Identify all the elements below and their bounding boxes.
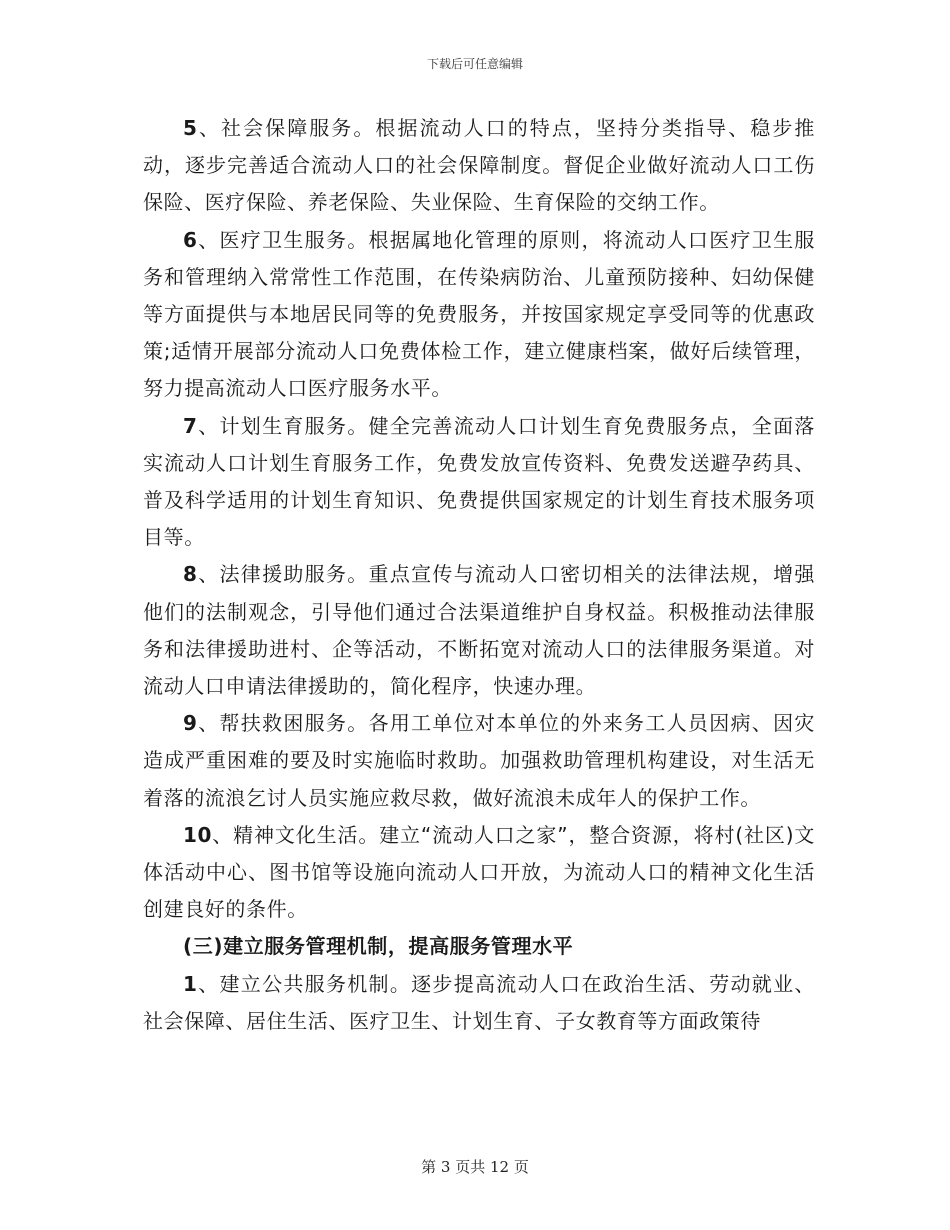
item-number: 6: [183, 227, 198, 252]
item-number: 10: [183, 822, 213, 847]
paragraph-item-6: [143, 222, 815, 408]
paragraph-text: 、建立公共服务机制。逐步提高流动人口在政治生活、劳动就业、社会保障、居住生活、医疗卫生、计划生育、子女教育等方面政策待: [143, 971, 815, 1033]
paragraph-item-5: [143, 110, 815, 222]
paragraph-item-10: [143, 817, 815, 929]
paragraph-text: 、帮扶救困服务。各用工单位对本单位的外来务工人员因病、因灾造成严重困难的要及时实施临时救助。加强救助管理机构建设，对生活无着落的流浪乞讨人员实施应救尽救，做好流浪未成年人的保护工作。: [143, 711, 815, 810]
item-number: 7: [183, 413, 198, 438]
item-number: 1: [183, 971, 198, 996]
paragraph-item-7: [143, 408, 815, 557]
section-heading: (三)建立服务管理机制，提高服务管理水平: [183, 934, 574, 959]
paragraph-item-1: [143, 966, 815, 1040]
page-header-note: 下载后可任意编辑: [426, 57, 523, 71]
paragraph-text: 、精神文化生活。建立“流动人口之家”，整合资源，将村(社区)文体活动中心、图书馆等设施向流动人口开放，为流动人口的精神文化生活创建良好的条件。: [143, 822, 815, 922]
item-number: 9: [183, 711, 198, 736]
paragraph-item-8: [143, 556, 815, 705]
item-number: 5: [183, 116, 198, 140]
page-number-footer: 第 3 页共 12 页: [421, 1158, 529, 1176]
document-body: [143, 110, 815, 1040]
paragraph-text: 、法律援助服务。重点宣传与流动人口密切相关的法律法规，增强他们的法制观念，引导他们通过合法渠道维护自身权益。积极推动法律服务和法律援助进村、企等活动，不断拓宽对流动人口的法律服务渠道。对流动人口申请法律援助的，简化程序，快速办理。: [143, 562, 815, 699]
item-number: 8: [183, 562, 198, 587]
paragraph-item-9: [143, 705, 815, 817]
paragraph-text: 、医疗卫生服务。根据属地化管理的原则，将流动人口医疗卫生服务和管理纳入常常性工作范围，在传染病防治、儿童预防接种、妇幼保健等方面提供与本地居民同等的免费服务，并按国家规定享受同等的优惠政策;适情开展部分流动人口免费体检工作，建立健康档案，做好后续管理，努力提高流动人口医疗服务水平。: [143, 227, 815, 401]
paragraph-text: 、计划生育服务。健全完善流动人口计划生育免费服务点，全面落实流动人口计划生育服务工作，免费发放宣传资料、免费发送避孕药具、普及科学适用的计划生育知识、免费提供国家规定的计划生育技术服务项目等。: [143, 413, 815, 550]
paragraph-text: 、社会保障服务。根据流动人口的特点，坚持分类指导、稳步推动，逐步完善适合流动人口的社会保障制度。督促企业做好流动人口工伤保险、医疗保险、养老保险、失业保险、生育保险的交纳工作。: [143, 116, 815, 215]
